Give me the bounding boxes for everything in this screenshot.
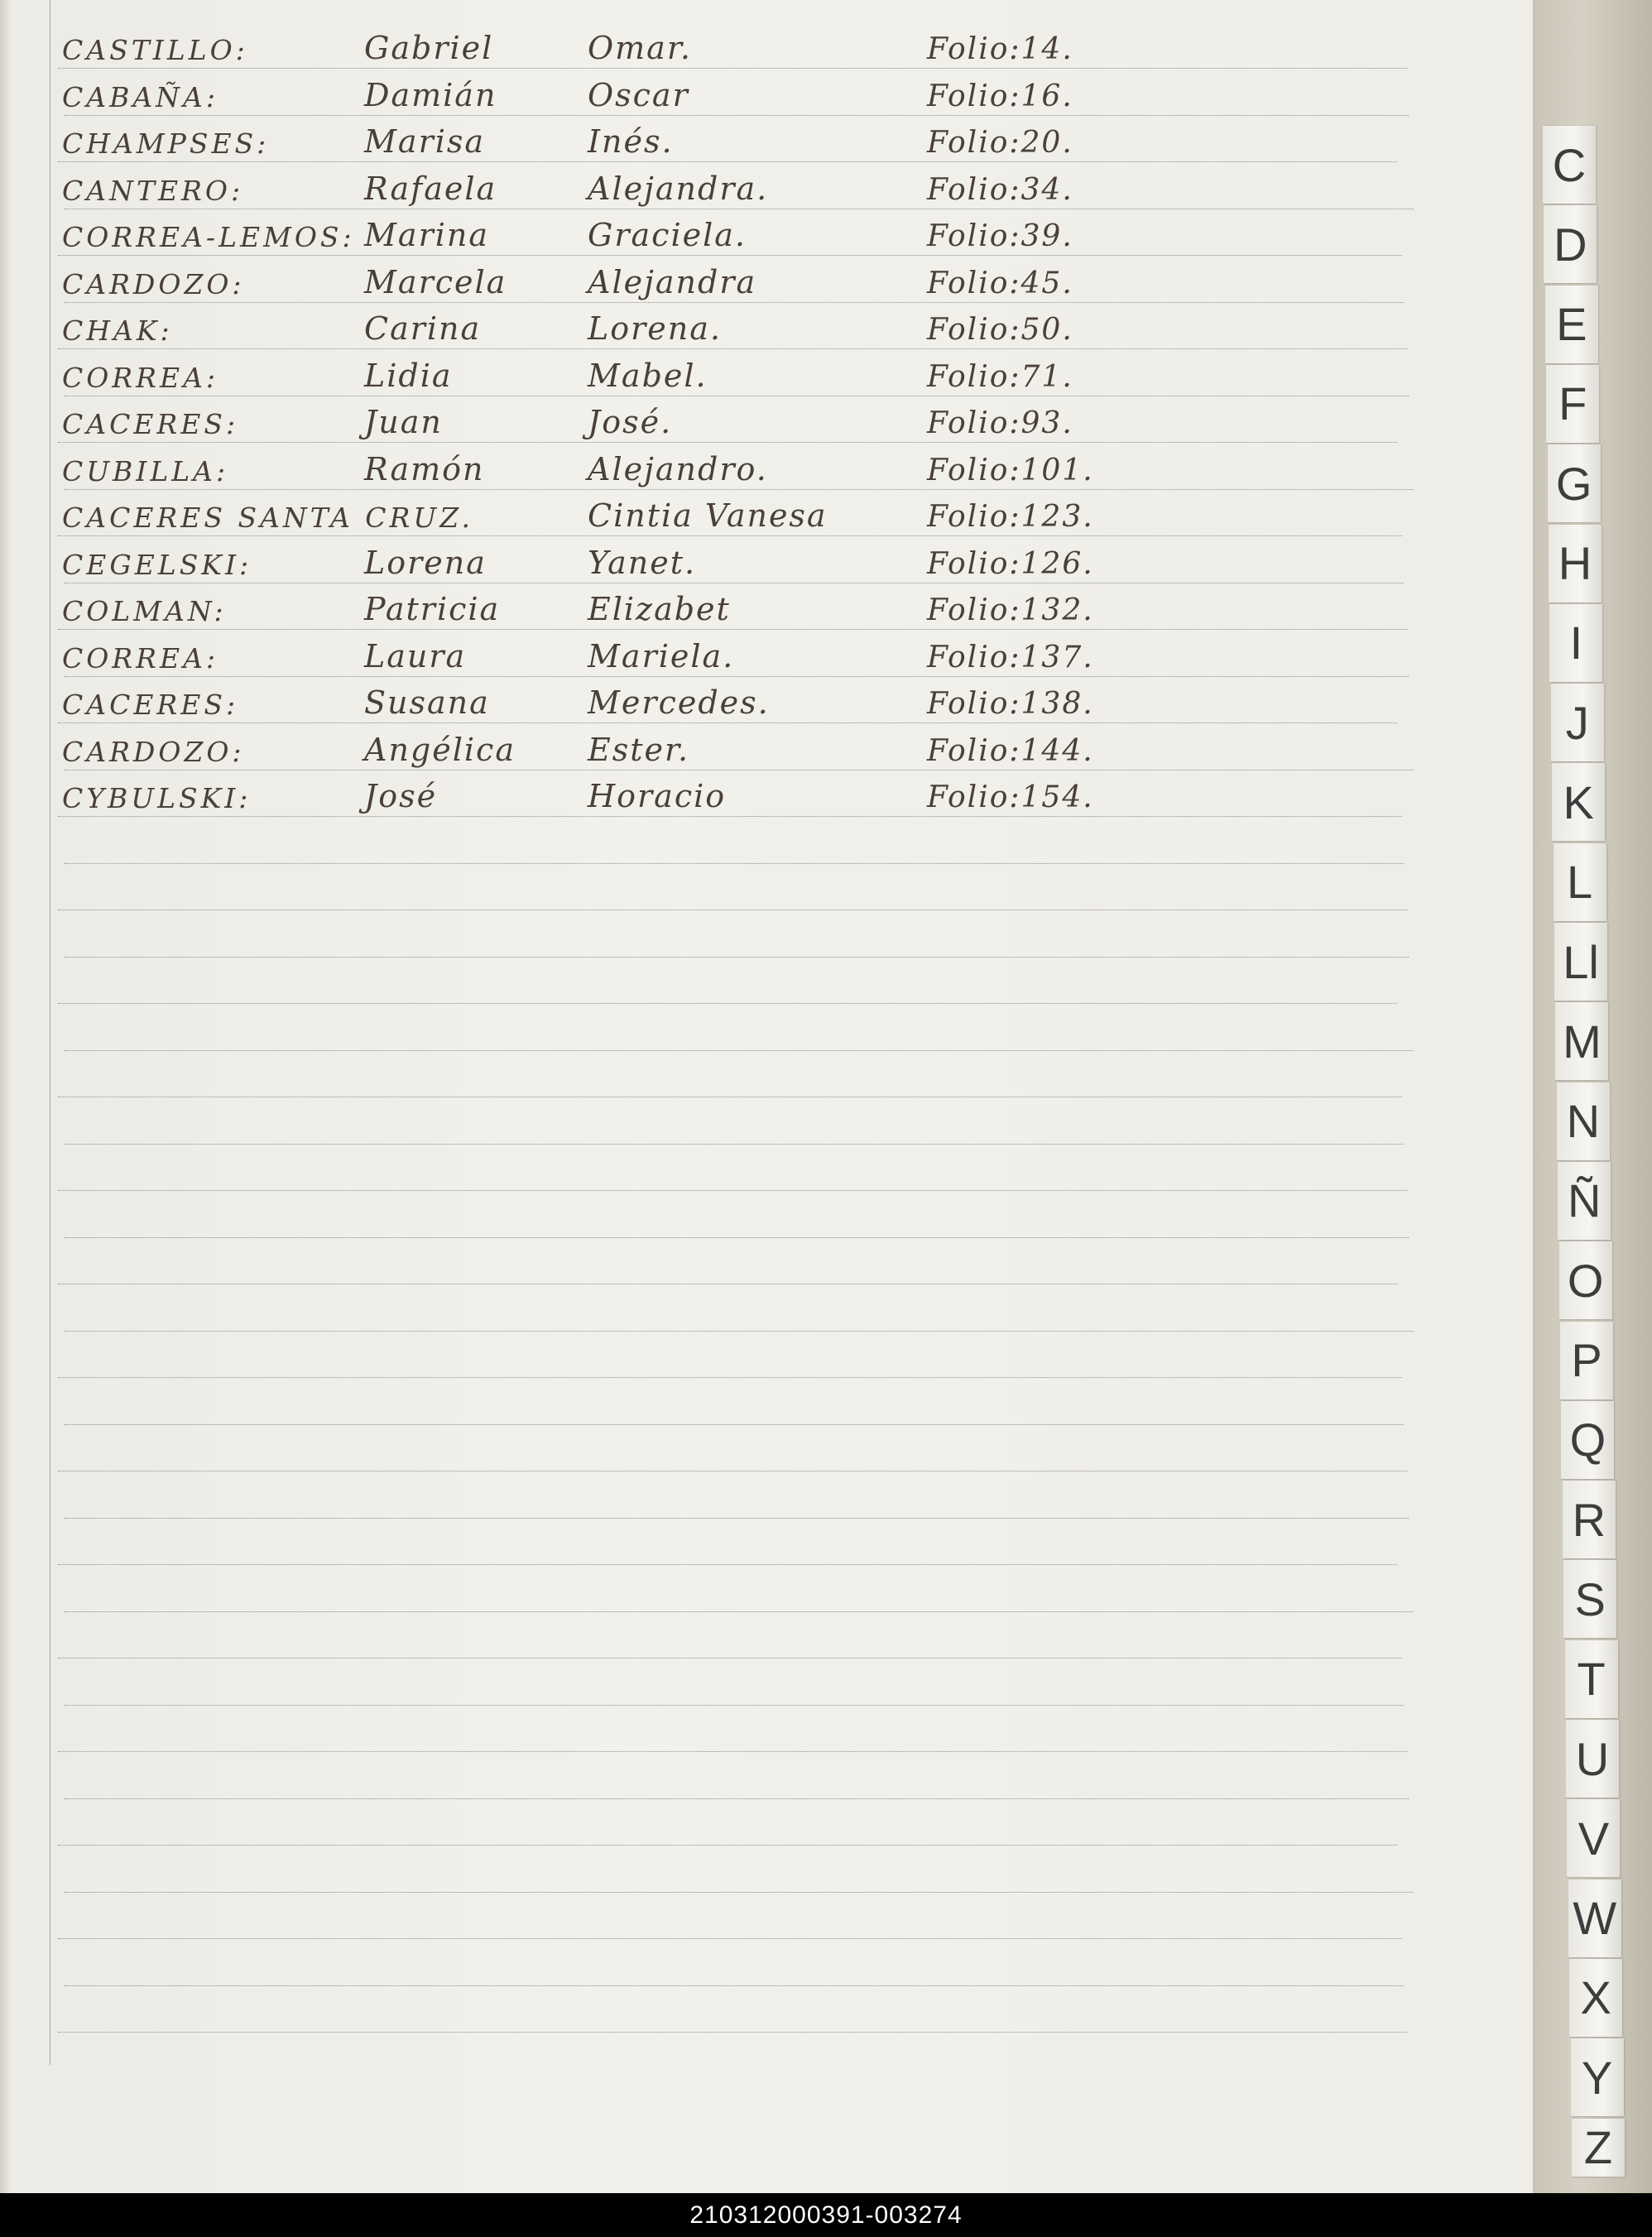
first-name-text: Laura [364, 637, 467, 674]
index-tab[interactable]: S [1563, 1560, 1616, 1639]
entry-row [0, 256, 1548, 302]
first-name-text: Susana [364, 684, 490, 721]
index-tab[interactable]: H [1549, 525, 1602, 603]
ruled-line [65, 1050, 1414, 1051]
second-name-text: Mercedes. [588, 684, 770, 721]
index-tab[interactable]: T [1565, 1640, 1618, 1719]
index-tab[interactable]: P [1560, 1322, 1613, 1400]
index-tab[interactable]: X [1569, 1959, 1622, 2038]
second-name-text: Horacio [588, 778, 727, 814]
footer-id: 210312000391-003274 [0, 2193, 1652, 2237]
folio-text: Folio:45. [927, 266, 1073, 300]
ruled-line [58, 1751, 1407, 1752]
second-name-text: José. [588, 404, 673, 440]
entry-row [0, 396, 1548, 442]
second-name-text: Mariela. [588, 637, 735, 674]
ruled-line [58, 1003, 1397, 1004]
ruled-line [65, 1892, 1414, 1893]
first-name-text: Marcela [364, 263, 507, 300]
entry-row [0, 770, 1548, 816]
ruled-line [65, 1611, 1414, 1612]
folio-text: Folio:144. [927, 733, 1094, 768]
second-name-text: Oscar [588, 76, 689, 113]
index-tab[interactable]: E [1545, 286, 1598, 364]
folio-text: Folio:93. [927, 406, 1073, 440]
index-tab[interactable]: R [1563, 1481, 1616, 1559]
index-tab[interactable]: Ñ [1558, 1162, 1611, 1241]
ruled-line [58, 1845, 1397, 1846]
surname-text: CARDOZO: [62, 267, 245, 300]
index-tab[interactable]: F [1546, 365, 1599, 444]
ruled-line [58, 1377, 1402, 1378]
ruled-line [65, 1424, 1404, 1425]
entry-row [0, 209, 1548, 255]
index-tab[interactable]: Ll [1554, 923, 1607, 1001]
entry-row [0, 69, 1548, 115]
entry-row [0, 489, 1548, 535]
folio-text: Folio:137. [927, 640, 1094, 674]
surname-text: CORREA-LEMOS: [62, 221, 355, 253]
index-tab[interactable]: K [1552, 763, 1605, 842]
first-name-text: Gabriel [364, 30, 494, 66]
second-name-text: Inés. [588, 123, 674, 160]
index-tab[interactable]: Z [1572, 2119, 1625, 2177]
second-name-text: Ester. [588, 731, 690, 768]
ruled-line [65, 1331, 1414, 1332]
index-tab[interactable]: D [1544, 205, 1597, 284]
folio-text: Folio:39. [927, 219, 1073, 253]
second-name-text: Alejandra [588, 263, 757, 300]
first-name-text: Angélica [364, 731, 516, 768]
ruled-line [58, 1658, 1402, 1659]
folio-text: Folio:101. [927, 453, 1094, 487]
surname-text: CANTERO: [62, 174, 244, 207]
folio-text: Folio:50. [927, 313, 1073, 347]
entry-row [0, 536, 1548, 583]
surname-text: CASTILLO: [62, 34, 248, 66]
first-name-text: Patricia [364, 591, 501, 627]
entry-row [0, 22, 1548, 68]
surname-text: CARDOZO: [62, 735, 245, 768]
first-name-text: José [364, 778, 438, 814]
surname-text: CUBILLA: [62, 454, 229, 487]
ruled-line [58, 816, 1402, 817]
index-tab[interactable]: V [1567, 1799, 1620, 1878]
surname-text: CHAK: [62, 314, 173, 347]
ruled-line [58, 2032, 1407, 2033]
second-name-text: Omar. [588, 30, 692, 66]
surname-text: CACERES: [62, 408, 239, 440]
index-tab[interactable]: Q [1561, 1401, 1614, 1480]
index-tab[interactable]: L [1554, 843, 1606, 922]
first-name-text: Ramón [364, 450, 485, 487]
entry-row [0, 583, 1548, 629]
surname-text: CABAÑA: [62, 80, 219, 113]
entry-row [0, 443, 1548, 489]
folio-text: Folio:126. [927, 546, 1094, 581]
ruled-line [65, 1518, 1409, 1519]
first-name-text: Marina [364, 217, 490, 253]
first-name-text: Lorena [364, 544, 487, 581]
index-tab[interactable]: I [1549, 604, 1602, 683]
ruled-line [65, 1705, 1404, 1706]
ruled-line [65, 957, 1409, 958]
second-name-text: Elizabet [588, 591, 731, 627]
ruled-line [65, 1144, 1404, 1145]
second-name-text: Lorena. [588, 310, 722, 347]
folio-text: Folio:154. [927, 780, 1094, 814]
ruled-line [58, 1564, 1397, 1565]
index-tab[interactable]: W [1568, 1879, 1621, 1958]
index-tab[interactable]: M [1555, 1002, 1608, 1081]
index-tab[interactable]: C [1543, 126, 1596, 204]
folio-text: Folio:34. [927, 172, 1073, 207]
second-name-text: Alejandra. [588, 170, 769, 207]
entry-row [0, 676, 1548, 722]
ruled-line [58, 1938, 1402, 1939]
surname-text: CYBULSKI: [62, 782, 252, 814]
folio-text: Folio:71. [927, 359, 1073, 394]
index-tab[interactable]: J [1551, 684, 1604, 762]
ruled-line [65, 1798, 1409, 1799]
second-name-text: Cintia Vanesa [588, 497, 828, 534]
surname-text: COLMAN: [62, 595, 227, 627]
first-name-text: Marisa [364, 123, 486, 160]
entry-row [0, 630, 1548, 676]
index-tab[interactable]: Y [1571, 2038, 1624, 2117]
second-name-text: Mabel. [588, 357, 708, 394]
surname-text: CHAMPSES: [62, 127, 270, 160]
entry-row [0, 349, 1548, 396]
folio-text: Folio:138. [927, 687, 1094, 721]
entry-row [0, 162, 1548, 209]
entry-row [0, 723, 1548, 770]
folio-text: Folio:16. [927, 79, 1073, 113]
surname-text: CORREA: [62, 361, 219, 394]
folio-text: Folio:20. [927, 126, 1073, 160]
entry-row [0, 302, 1548, 348]
ruled-line [65, 863, 1404, 864]
second-name-text: Alejandro. [588, 450, 768, 487]
ruled-line [65, 1237, 1409, 1238]
folio-text: Folio:14. [927, 32, 1073, 66]
first-name-text: Rafaela [364, 170, 497, 207]
second-name-text: Graciela. [588, 217, 747, 253]
index-tabs [1533, 0, 1652, 2193]
index-tab[interactable]: G [1548, 444, 1601, 523]
index-tab[interactable]: U [1566, 1720, 1619, 1798]
folio-text: Folio:132. [927, 593, 1094, 627]
surname-text: CACERES: [62, 689, 239, 721]
first-name-text: Juan [364, 404, 443, 440]
first-name-text: Carina [364, 310, 482, 347]
surname-text: CEGELSKI: [62, 548, 252, 581]
ruled-line [65, 1985, 1404, 1986]
entry-row [0, 115, 1548, 161]
second-name-text: Yanet. [588, 544, 697, 581]
index-tab[interactable]: O [1559, 1241, 1612, 1320]
surname-text: CORREA: [62, 641, 219, 674]
first-name-text: Damián [364, 76, 497, 113]
index-tab[interactable]: N [1557, 1082, 1610, 1161]
folio-text: Folio:123. [927, 500, 1094, 534]
ruled-line [58, 1190, 1407, 1191]
surname-text: CACERES SANTA CRUZ. [62, 502, 474, 534]
first-name-text: Lidia [364, 357, 453, 394]
